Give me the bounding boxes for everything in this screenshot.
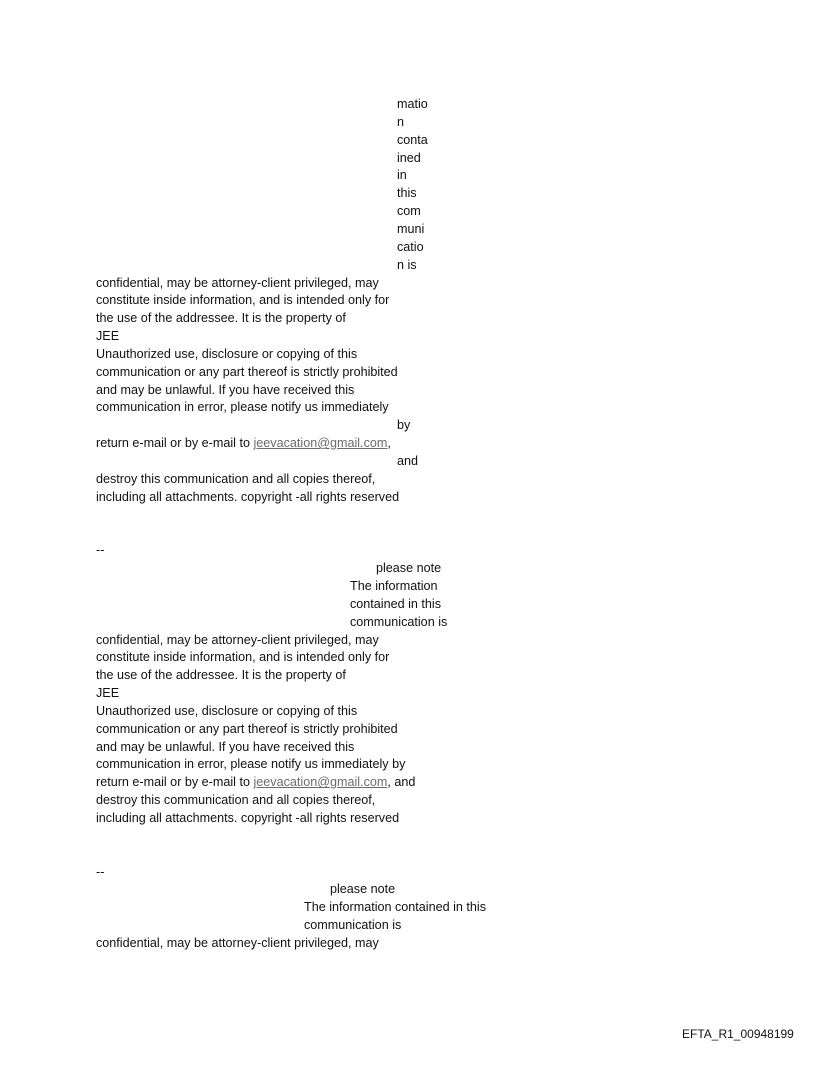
text-line: the use of the addressee. It is the property of (96, 311, 346, 326)
text-line: confidential, may be attorney-client privileged, may (96, 935, 379, 950)
text-segment: , and (387, 775, 416, 790)
text-line: the use of the addressee. It is the property of (96, 668, 346, 683)
text-line: contained in this (350, 596, 442, 611)
text-line: n is (397, 257, 417, 272)
text-line: communication is (350, 614, 448, 629)
text-line: The information (350, 578, 438, 593)
text-line: n (397, 114, 405, 129)
text-line: Unauthorized use, disclosure or copying of this (96, 703, 358, 718)
text-line: JEE (96, 686, 120, 701)
text-line: please note (330, 882, 396, 897)
text-line: communication in error, please notify us immediately (96, 400, 389, 415)
text-line: and may be unlawful. If you have received this (96, 382, 355, 397)
email-link[interactable]: jeevacation@gmail.com (253, 775, 388, 790)
text-segment: , (387, 436, 391, 451)
text-line: communication in error, please notify us immediately by (96, 757, 406, 772)
text-line: in (397, 168, 407, 183)
text-line: communication or any part thereof is strictly prohibited (96, 721, 398, 736)
text-line: The information contained in this (304, 900, 487, 915)
text-line: including all attachments. copyright -all rights reserved (96, 489, 400, 504)
text-segment: return e-mail or by e-mail to (96, 775, 254, 790)
text-line: and may be unlawful. If you have received this (96, 739, 355, 754)
text-line (96, 774, 415, 792)
text-line: communication or any part thereof is strictly prohibited (96, 364, 398, 379)
text-line: matio (397, 97, 428, 111)
text-line: please note (376, 561, 442, 576)
text-line: ined (397, 150, 421, 165)
text-line: communication is (304, 918, 402, 933)
email-link[interactable]: jeevacation@gmail.com (253, 436, 388, 451)
text-line: by (397, 418, 411, 433)
text-line: destroy this communication and all copies thereof, (96, 471, 376, 486)
text-line: catio (397, 239, 424, 254)
text-line: constitute inside information, and is intended only for (96, 650, 390, 665)
document-id-footer: EFTA_R1_00948199 (682, 1027, 794, 1041)
text-line: -- (96, 543, 105, 558)
text-line: muni (397, 221, 425, 236)
text-line: conta (397, 132, 428, 147)
text-segment: return e-mail or by e-mail to (96, 436, 254, 451)
text-line: confidential, may be attorney-client privileged, may (96, 275, 379, 290)
text-line: including all attachments. copyright -all rights reserved (96, 811, 400, 825)
text-line: destroy this communication and all copies thereof, (96, 793, 376, 808)
text-line: JEE (96, 329, 120, 344)
text-line (96, 435, 391, 453)
text-line: and (397, 454, 419, 468)
text-line: Unauthorized use, disclosure or copying of this (96, 346, 358, 361)
text-line: this (397, 186, 417, 201)
text-line: -- (96, 864, 105, 879)
text-line: constitute inside information, and is intended only for (96, 293, 390, 308)
text-line: com (397, 204, 421, 219)
text-line: confidential, may be attorney-client privileged, may (96, 632, 379, 647)
